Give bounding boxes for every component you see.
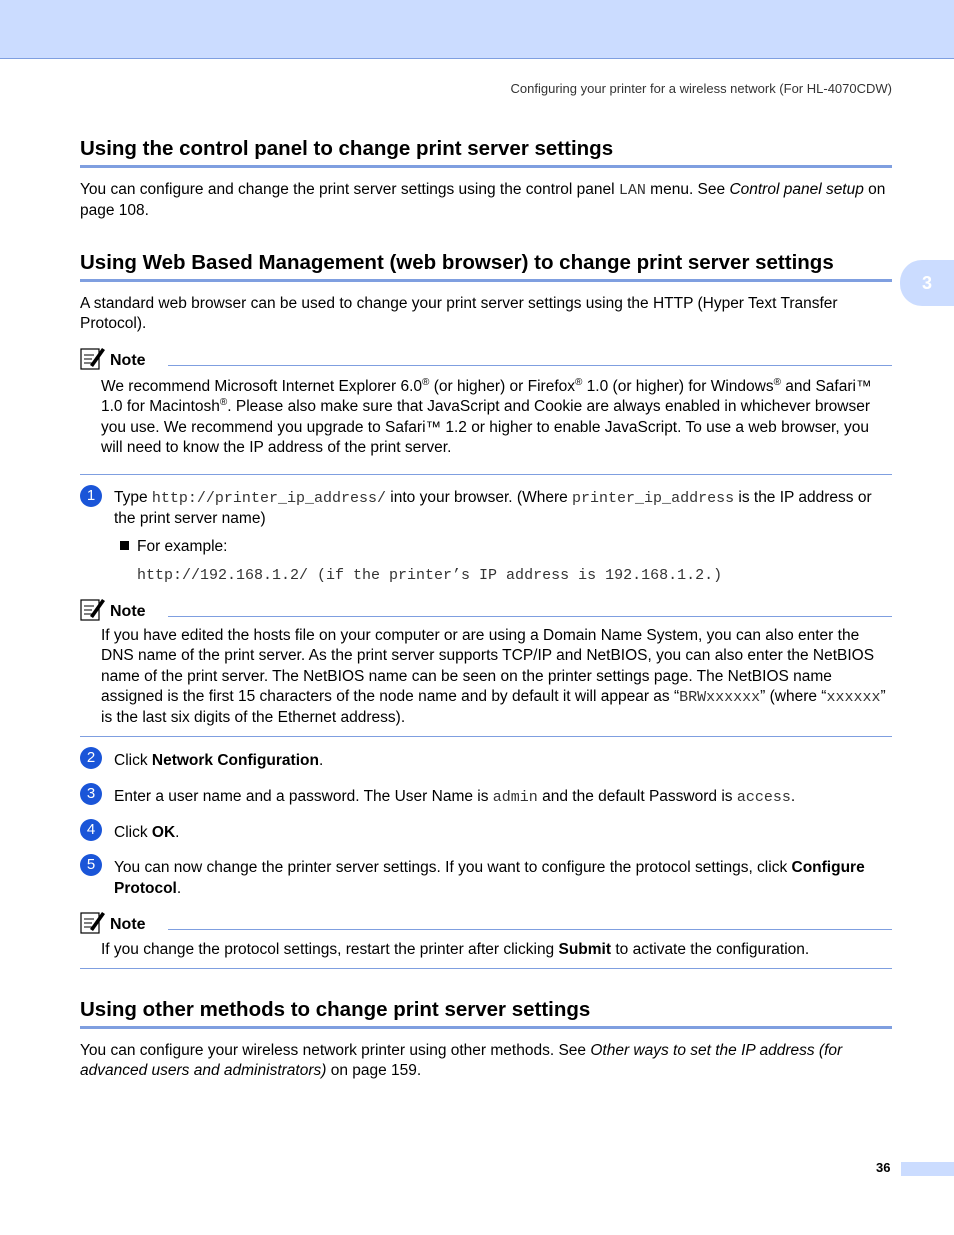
note-end-rule	[80, 474, 892, 475]
note-header	[80, 597, 892, 623]
note-text: If you have edited the hosts file on your computer or are using a Domain Name System, you can also enter the DNS name of the print server. As the print server supports TCP/IP and NetBIOS, you can also enter the NetBIOS name of the print server. The NetBIOS name can be seen on the printer settings page. The NetBIOS name assigned is the first 15 characters of the node name and by default it will appear as “BRWxxxxxx” (where “xxxxxx” is the last six digits of the Ethernet address).	[101, 627, 886, 727]
link-control-panel-setup[interactable]: Control panel setup	[729, 181, 864, 198]
note-end-rule	[80, 736, 892, 737]
page-number-bar	[901, 1162, 954, 1176]
section-heading-control-panel: Using the control panel to change print server settings	[80, 137, 892, 168]
running-title: Configuring your printer for a wireless network (For HL-4070CDW)	[510, 81, 892, 96]
note-text: We recommend Microsoft Internet Explorer 6.0® (or higher) or Firefox® 1.0 (or higher) for Windows® and Safari™ 1.0 for Macintosh®. Please also make sure that JavaScript and Cookie are always enabled in whichever browser you use. We recommend you upgrade to Safari™ 1.2 or higher to enable JavaScript. To use a web browser, you will need to know the IP address of the print server.	[101, 376, 872, 456]
step-number: 2	[80, 747, 102, 769]
bullet-for-example: For example:	[120, 537, 820, 557]
section-heading-web-based: Using Web Based Management (web browser) to change print server settings	[80, 251, 892, 282]
note-label: Note	[110, 916, 146, 933]
link-other-ways-ip[interactable]: Other ways to set the IP address (for advanced users and administrators)	[80, 1042, 843, 1080]
note-label: Note	[110, 603, 146, 620]
note-end-rule	[80, 968, 892, 969]
note-label: Note	[110, 352, 146, 369]
code-lan: LAN	[618, 182, 646, 199]
step-number: 1	[80, 485, 102, 507]
note-pencil-icon	[80, 597, 106, 621]
square-bullet-icon	[120, 541, 129, 550]
header-band	[0, 0, 954, 59]
step-number: 3	[80, 783, 102, 805]
note-header	[80, 910, 892, 936]
note-pencil-icon	[80, 346, 106, 370]
note-text: If you change the protocol settings, restart the printer after clicking Submit to activate the configuration.	[101, 941, 810, 958]
chapter-tab: 3	[900, 260, 954, 306]
paragraph-web-browser: A standard web browser can be used to change your print server settings using the HTTP (Hyper Text Transfer Protocol).	[80, 295, 838, 333]
step-number: 4	[80, 819, 102, 841]
step-number: 5	[80, 854, 102, 876]
paragraph-control-panel: You can configure and change the print server settings using the control panel LAN menu. See Control panel setup on page 108.	[80, 181, 886, 220]
page-number: 36	[876, 1160, 891, 1175]
note-pencil-icon	[80, 910, 106, 934]
example-url: http://192.168.1.2/ (if the printer’s IP address is 192.168.1.2.)	[137, 567, 723, 584]
paragraph-other-methods: You can configure your wireless network printer using other methods. See Other ways to set the IP address (for advanced users and administrators) on page 159.	[80, 1042, 843, 1080]
note-header	[80, 346, 892, 372]
section-heading-other-methods: Using other methods to change print server settings	[80, 998, 892, 1029]
